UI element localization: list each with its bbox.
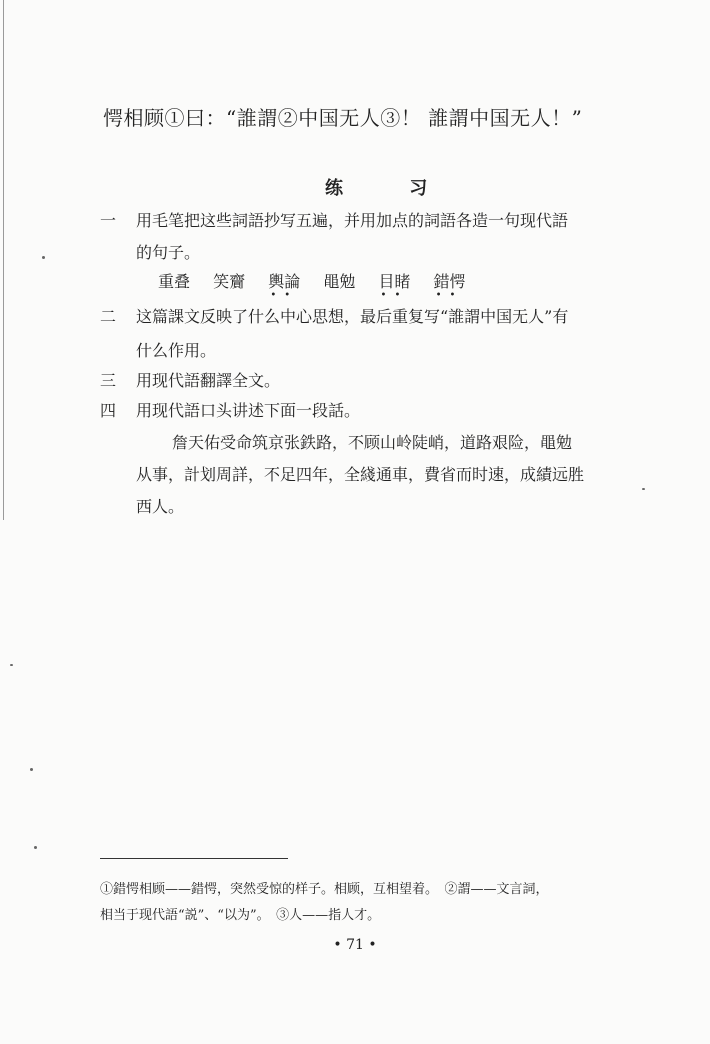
emphasis-dots: •• bbox=[380, 290, 409, 301]
item-text: 用现代語翻譯全文。 bbox=[136, 371, 281, 390]
passage-line-3: 西人。 bbox=[136, 497, 185, 516]
item-text: 这篇課文反映了什么中心思想，最后重复写“誰謂中国无人”有 bbox=[136, 307, 569, 326]
scan-speck bbox=[34, 846, 37, 849]
emphasis-dots: •• bbox=[270, 290, 299, 301]
page-number: • 71 • bbox=[333, 937, 377, 953]
emphasis-dots: •• bbox=[435, 290, 464, 301]
exercise-item-2 bbox=[100, 304, 568, 327]
vocab-word-list bbox=[158, 269, 484, 301]
vocab-word: 重叠 bbox=[158, 272, 191, 291]
vocab-word-dotted bbox=[268, 269, 301, 301]
scan-speck bbox=[642, 488, 645, 490]
item-text: 用现代語口头讲述下面一段話。 bbox=[136, 401, 361, 420]
item-number: 三 bbox=[100, 371, 117, 390]
exercise-item-2-cont: 什么作用。 bbox=[136, 341, 217, 360]
item-text: 用毛笔把这些詞語抄写五遍，并用加点的詞語各造一句现代語 bbox=[136, 211, 569, 230]
scan-speck bbox=[30, 768, 33, 771]
item-number: 二 bbox=[100, 307, 117, 326]
vocab-word: 黽勉 bbox=[323, 272, 356, 291]
footnote-line-2: 相当于现代語“説”、“以为”。 ③人——指人才。 bbox=[100, 908, 381, 923]
item-number: 四 bbox=[100, 401, 117, 420]
passage-line-1: 詹天佑受命筑京张鉄路，不顾山岭陡峭，道路艰险，黽勉 bbox=[172, 433, 573, 452]
scan-speck bbox=[42, 256, 45, 259]
item-number: 一 bbox=[100, 211, 117, 230]
exercise-heading: 练 习 bbox=[325, 178, 458, 199]
passage-line-2: 从事，計划周詳，不足四年，全綫通車，費省而时速，成績远胜 bbox=[136, 465, 585, 484]
scan-speck bbox=[10, 664, 13, 666]
binding-edge-line bbox=[3, 0, 4, 520]
vocab-word-dotted bbox=[378, 269, 411, 301]
footnote-rule bbox=[100, 858, 288, 859]
footnote-line-1: ①錯愕相顾——錯愕，突然受惊的样子。相顾，互相望着。 ②謂——文言詞， bbox=[100, 882, 549, 897]
vocab-word-text: 目睹 bbox=[378, 272, 411, 291]
exercise-item-1 bbox=[100, 208, 568, 231]
vocab-word-text: 輿論 bbox=[268, 272, 301, 291]
text-top-line: 愕相顾①曰：“誰謂②中国无人③！ 誰謂中国无人！” bbox=[103, 106, 583, 130]
vocab-word-dotted bbox=[433, 269, 466, 301]
exercise-item-3 bbox=[100, 368, 280, 391]
vocab-word: 笑齎 bbox=[213, 272, 246, 291]
vocab-word-text: 錯愕 bbox=[433, 272, 466, 291]
exercise-item-4 bbox=[100, 398, 360, 421]
exercise-item-1-cont: 的句子。 bbox=[136, 243, 201, 262]
